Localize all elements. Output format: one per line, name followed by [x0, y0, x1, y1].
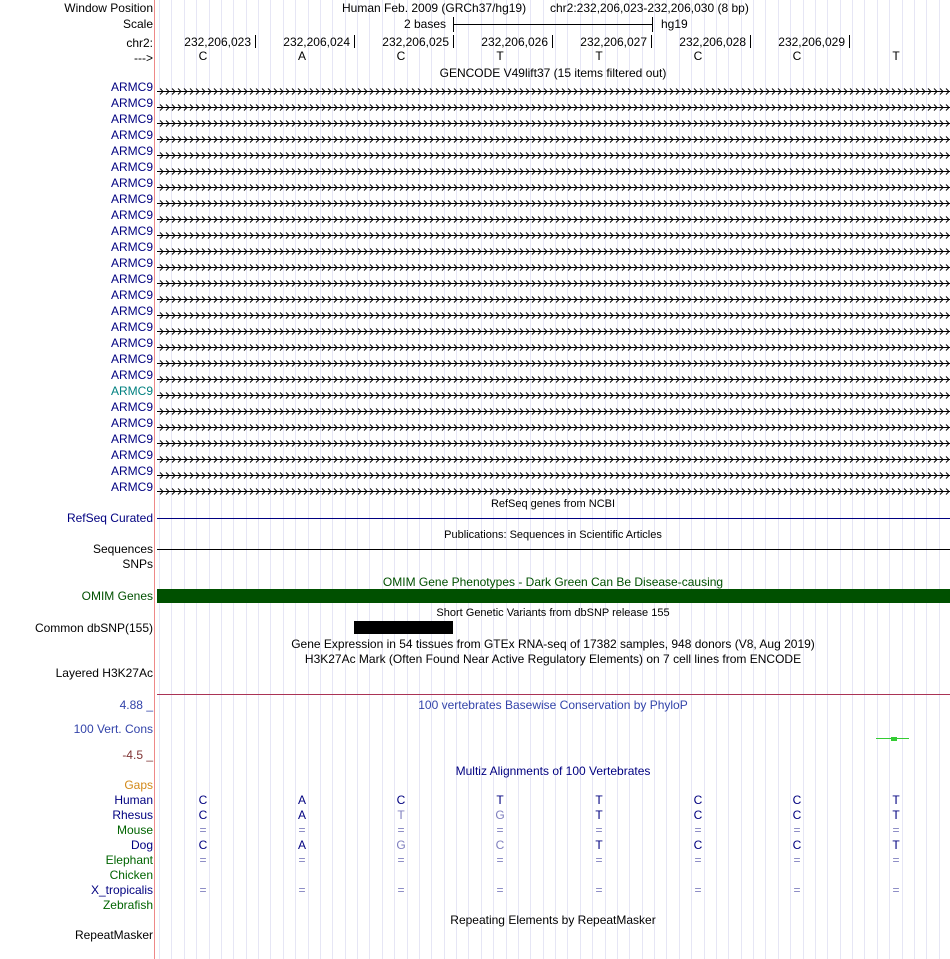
- gencode-item-label[interactable]: ARMC9: [110, 272, 153, 286]
- grid-line: [567, 0, 568, 959]
- alignment-base: =: [595, 853, 603, 867]
- scale-bar: [453, 24, 652, 25]
- grid-line: [221, 0, 222, 959]
- chrom-label: chr2:: [126, 36, 153, 50]
- base-letter: T: [892, 49, 900, 63]
- alignment-base: =: [595, 883, 603, 897]
- grid-line: [864, 0, 865, 959]
- grid-line: [914, 0, 915, 959]
- position-text: chr2:232,206,023-232,206,030 (8 bp): [550, 1, 749, 15]
- species-label[interactable]: Human: [114, 793, 153, 807]
- gencode-item-label[interactable]: ARMC9: [110, 416, 153, 430]
- alignment-base: A: [297, 793, 306, 807]
- alignment-base: T: [892, 838, 900, 852]
- alignment-base: C: [693, 808, 703, 822]
- position-tick-mark: [354, 35, 355, 48]
- grid-line: [332, 0, 333, 959]
- grid-line: [741, 0, 742, 959]
- grid-line: [171, 0, 172, 959]
- pubs-title: Publications: Sequences in Scientific Articles: [444, 529, 662, 541]
- gencode-item-label[interactable]: ARMC9: [110, 288, 153, 302]
- gencode-transcript-arrows[interactable]: [157, 292, 950, 299]
- assembly-link[interactable]: Human Feb. 2009 (GRCh37/hg19): [342, 1, 527, 15]
- species-label[interactable]: X_tropicalis: [90, 883, 153, 897]
- alignment-base: =: [496, 883, 504, 897]
- position-tick-label: 232,206,027: [580, 35, 647, 49]
- gencode-item-label[interactable]: ARMC9: [110, 336, 153, 350]
- alignment-base: C: [792, 793, 802, 807]
- dbsnp-title: Short Genetic Variants from dbSNP release 155: [436, 607, 670, 619]
- grid-line: [444, 0, 445, 959]
- gencode-item-label[interactable]: ARMC9: [110, 208, 153, 222]
- gencode-transcript-arrows[interactable]: [157, 100, 950, 107]
- position-tick-label: 232,206,024: [283, 35, 350, 49]
- alignment-base: =: [595, 823, 603, 837]
- alignment-base: =: [199, 823, 207, 837]
- alignment-base: =: [694, 823, 702, 837]
- alignment-base: =: [793, 823, 801, 837]
- omim-label[interactable]: OMIM Genes: [81, 589, 153, 603]
- scale-bar-right: [652, 17, 653, 32]
- grid-line: [926, 0, 927, 959]
- gencode-transcript-arrows[interactable]: [157, 244, 950, 251]
- position-tick-mark: [552, 35, 553, 48]
- gtex-title: Gene Expression in 54 tissues from GTEx RNA-seq of 17382 samples, 948 donors (V8, Aug 2019): [291, 637, 815, 651]
- grid-line: [765, 0, 766, 959]
- omim-feature[interactable]: [157, 589, 950, 603]
- alignment-base: T: [892, 808, 900, 822]
- gencode-item-label[interactable]: ARMC9: [110, 352, 153, 366]
- alignment-base: C: [792, 838, 802, 852]
- gencode-item-label[interactable]: ARMC9: [110, 240, 153, 254]
- refseq-title: RefSeq genes from NCBI: [490, 498, 616, 510]
- gencode-item-label[interactable]: ARMC9: [110, 176, 153, 190]
- scale-bar-left: [453, 17, 454, 32]
- gencode-transcript-arrows[interactable]: [157, 116, 950, 123]
- grid-line: [728, 0, 729, 959]
- grid-line: [827, 0, 828, 959]
- species-label[interactable]: Elephant: [105, 853, 153, 867]
- grid-line: [468, 0, 469, 959]
- grid-line: [654, 0, 655, 959]
- gencode-item-label[interactable]: ARMC9: [110, 384, 153, 398]
- gencode-transcript-arrows[interactable]: [157, 388, 950, 395]
- gencode-transcript-arrows[interactable]: [157, 484, 950, 491]
- gencode-transcript-arrows[interactable]: [157, 212, 950, 219]
- gencode-transcript-arrows[interactable]: [157, 180, 950, 187]
- alignment-base: =: [793, 853, 801, 867]
- gencode-item-label[interactable]: ARMC9: [110, 192, 153, 206]
- grid-line: [877, 0, 878, 959]
- position-tick-mark: [651, 35, 652, 48]
- species-label[interactable]: Rhesus: [112, 808, 153, 822]
- alignment-base: =: [397, 853, 405, 867]
- gencode-transcript-arrows[interactable]: [157, 324, 950, 331]
- gencode-item-label[interactable]: ARMC9: [110, 256, 153, 270]
- h3k27ac-label[interactable]: Layered H3K27Ac: [55, 666, 153, 680]
- alignment-base: C: [792, 808, 802, 822]
- gencode-transcript-arrows[interactable]: [157, 372, 950, 379]
- gencode-transcript-arrows[interactable]: [157, 420, 950, 427]
- position-tick-label: 232,206,026: [481, 35, 548, 49]
- base-letter: T: [496, 49, 504, 63]
- dbsnp-variant[interactable]: [354, 621, 453, 634]
- alignment-base: =: [199, 853, 207, 867]
- alignment-base: T: [496, 793, 504, 807]
- alignment-base: T: [595, 808, 603, 822]
- alignment-base: G: [396, 838, 406, 852]
- gencode-item-label[interactable]: ARMC9: [110, 480, 153, 494]
- multiz-title: Multiz Alignments of 100 Vertebrates: [455, 764, 651, 778]
- alignment-base: =: [397, 883, 405, 897]
- position-tick-mark: [255, 35, 256, 48]
- grid-line: [283, 0, 284, 959]
- position-tick-mark: [750, 35, 751, 48]
- grid-line: [555, 0, 556, 959]
- label-divider: [154, 0, 155, 959]
- phylop-point: [891, 737, 897, 741]
- gencode-item-label[interactable]: ARMC9: [110, 432, 153, 446]
- alignment-base: C: [198, 838, 208, 852]
- gencode-transcript-arrows[interactable]: [157, 276, 950, 283]
- gencode-transcript-arrows[interactable]: [157, 452, 950, 459]
- position-tick-label: 232,206,028: [679, 35, 746, 49]
- alignment-base: T: [595, 793, 603, 807]
- grid-line: [357, 0, 358, 959]
- alignment-base: =: [694, 883, 702, 897]
- gencode-item-label[interactable]: ARMC9: [110, 464, 153, 478]
- position-tick-label: 232,206,023: [184, 35, 251, 49]
- base-letter: T: [595, 49, 603, 63]
- phylop-min: -4.5 _: [122, 748, 153, 762]
- grid-line: [419, 0, 420, 959]
- species-label[interactable]: Chicken: [109, 868, 153, 882]
- cons-label[interactable]: 100 Vert. Cons: [73, 722, 153, 736]
- grid-line: [815, 0, 816, 959]
- grid-line: [617, 0, 618, 959]
- gencode-item-label[interactable]: ARMC9: [110, 304, 153, 318]
- base-letter: C: [693, 49, 703, 63]
- grid-line: [345, 0, 346, 959]
- sequences-line[interactable]: [157, 549, 950, 550]
- gencode-item-label[interactable]: ARMC9: [110, 320, 153, 334]
- scale-value: 2 bases: [404, 17, 447, 31]
- alignment-base: G: [495, 808, 505, 822]
- grid-line: [518, 0, 519, 959]
- alignment-base: =: [199, 883, 207, 897]
- alignment-base: T: [397, 808, 405, 822]
- repeat-title: Repeating Elements by RepeatMasker: [450, 913, 656, 927]
- position-tick-mark: [453, 35, 454, 48]
- gencode-transcript-arrows[interactable]: [157, 468, 950, 475]
- alignment-base: C: [693, 793, 703, 807]
- grid-line: [679, 0, 680, 959]
- gencode-transcript-arrows[interactable]: [157, 308, 950, 315]
- gencode-transcript-arrows[interactable]: [157, 148, 950, 155]
- alignment-base: =: [892, 883, 900, 897]
- alignment-base: A: [297, 808, 306, 822]
- grid-line: [184, 0, 185, 959]
- base-grid: [157, 0, 950, 959]
- position-tick-label: 232,206,029: [778, 35, 845, 49]
- gencode-item-label[interactable]: ARMC9: [110, 112, 153, 126]
- gencode-transcript-arrows[interactable]: [157, 436, 950, 443]
- gencode-transcript-arrows[interactable]: [157, 132, 950, 139]
- position-tick-label: 232,206,025: [382, 35, 449, 49]
- gencode-transcript-arrows[interactable]: [157, 84, 950, 91]
- alignment-base: =: [496, 823, 504, 837]
- strand-label: --->: [134, 51, 153, 65]
- alignment-base: T: [595, 838, 603, 852]
- grid-line: [753, 0, 754, 959]
- gencode-item-label[interactable]: ARMC9: [110, 128, 153, 142]
- gencode-transcript-arrows[interactable]: [157, 164, 950, 171]
- gencode-transcript-arrows[interactable]: [157, 356, 950, 363]
- gencode-item-label[interactable]: ARMC9: [110, 368, 153, 382]
- alignment-base: T: [892, 793, 900, 807]
- gencode-transcript-arrows[interactable]: [157, 340, 950, 347]
- grid-line: [642, 0, 643, 959]
- grid-line: [382, 0, 383, 959]
- omim-title: OMIM Gene Phenotypes - Dark Green Can Be Disease-causing: [382, 575, 724, 589]
- base-letter: C: [792, 49, 802, 63]
- gencode-item-label[interactable]: ARMC9: [110, 80, 153, 94]
- gencode-item-label[interactable]: ARMC9: [110, 96, 153, 110]
- grid-line: [246, 0, 247, 959]
- window-position-label: Window Position: [64, 1, 153, 15]
- alignment-base: C: [198, 808, 208, 822]
- alignment-base: =: [298, 883, 306, 897]
- grid-line: [629, 0, 630, 959]
- sequences-label[interactable]: Sequences: [92, 542, 153, 556]
- alignment-base: C: [396, 793, 406, 807]
- dbsnp-label[interactable]: Common dbSNP(155): [34, 621, 153, 635]
- grid-line: [580, 0, 581, 959]
- repeat-label[interactable]: RepeatMasker: [74, 928, 153, 942]
- gencode-item-label[interactable]: ARMC9: [110, 144, 153, 158]
- gencode-transcript-arrows[interactable]: [157, 228, 950, 235]
- alignment-base: A: [297, 838, 306, 852]
- grid-line: [233, 0, 234, 959]
- alignment-base: C: [495, 838, 505, 852]
- grid-line: [852, 0, 853, 959]
- phylop-title: 100 vertebrates Basewise Conservation by PhyloP: [418, 698, 688, 712]
- scale-label: Scale: [122, 17, 153, 31]
- alignment-base: =: [892, 823, 900, 837]
- grid-line: [840, 0, 841, 959]
- snps-label[interactable]: SNPs: [122, 557, 153, 571]
- gencode-item-label[interactable]: ARMC9: [110, 448, 153, 462]
- gencode-item-label[interactable]: ARMC9: [110, 224, 153, 238]
- alignment-base: =: [397, 823, 405, 837]
- alignment-base: =: [298, 853, 306, 867]
- gencode-item-label[interactable]: ARMC9: [110, 400, 153, 414]
- grid-line: [159, 0, 160, 959]
- h3k27ac-title: H3K27Ac Mark (Often Found Near Active Regulatory Elements) on 7 cell lines from ENCODE: [304, 652, 802, 666]
- alignment-base: C: [693, 838, 703, 852]
- grid-line: [481, 0, 482, 959]
- grid-line: [258, 0, 259, 959]
- grid-line: [320, 0, 321, 959]
- alignment-base: C: [198, 793, 208, 807]
- grid-line: [778, 0, 779, 959]
- grid-line: [270, 0, 271, 959]
- gencode-item-label[interactable]: ARMC9: [110, 160, 153, 174]
- grid-line: [369, 0, 370, 959]
- alignment-base: =: [694, 853, 702, 867]
- grid-line: [939, 0, 940, 959]
- gencode-transcript-arrows[interactable]: [157, 196, 950, 203]
- alignment-base: =: [496, 853, 504, 867]
- grid-line: [431, 0, 432, 959]
- base-letter: A: [297, 49, 306, 63]
- position-tick-mark: [849, 35, 850, 48]
- species-label[interactable]: Dog: [130, 838, 153, 852]
- grid-line: [543, 0, 544, 959]
- grid-line: [666, 0, 667, 959]
- scale-db: hg19: [661, 17, 688, 31]
- h3k27ac-line[interactable]: [157, 694, 950, 695]
- refseq-line[interactable]: [157, 518, 950, 519]
- grid-line: [530, 0, 531, 959]
- grid-line: [716, 0, 717, 959]
- species-label[interactable]: Zebrafish: [102, 898, 153, 912]
- grid-line: [456, 0, 457, 959]
- base-letter: C: [198, 49, 208, 63]
- gencode-transcript-arrows[interactable]: [157, 404, 950, 411]
- base-letter: C: [396, 49, 406, 63]
- gencode-transcript-arrows[interactable]: [157, 260, 950, 267]
- gaps-label[interactable]: Gaps: [124, 778, 153, 792]
- alignment-base: =: [793, 883, 801, 897]
- gencode-title: GENCODE V49lift37 (15 items filtered out): [439, 66, 667, 80]
- refseq-label[interactable]: RefSeq Curated: [66, 511, 153, 525]
- alignment-base: =: [892, 853, 900, 867]
- phylop-max: 4.88 _: [119, 698, 153, 712]
- alignment-base: =: [298, 823, 306, 837]
- species-label[interactable]: Mouse: [116, 823, 153, 837]
